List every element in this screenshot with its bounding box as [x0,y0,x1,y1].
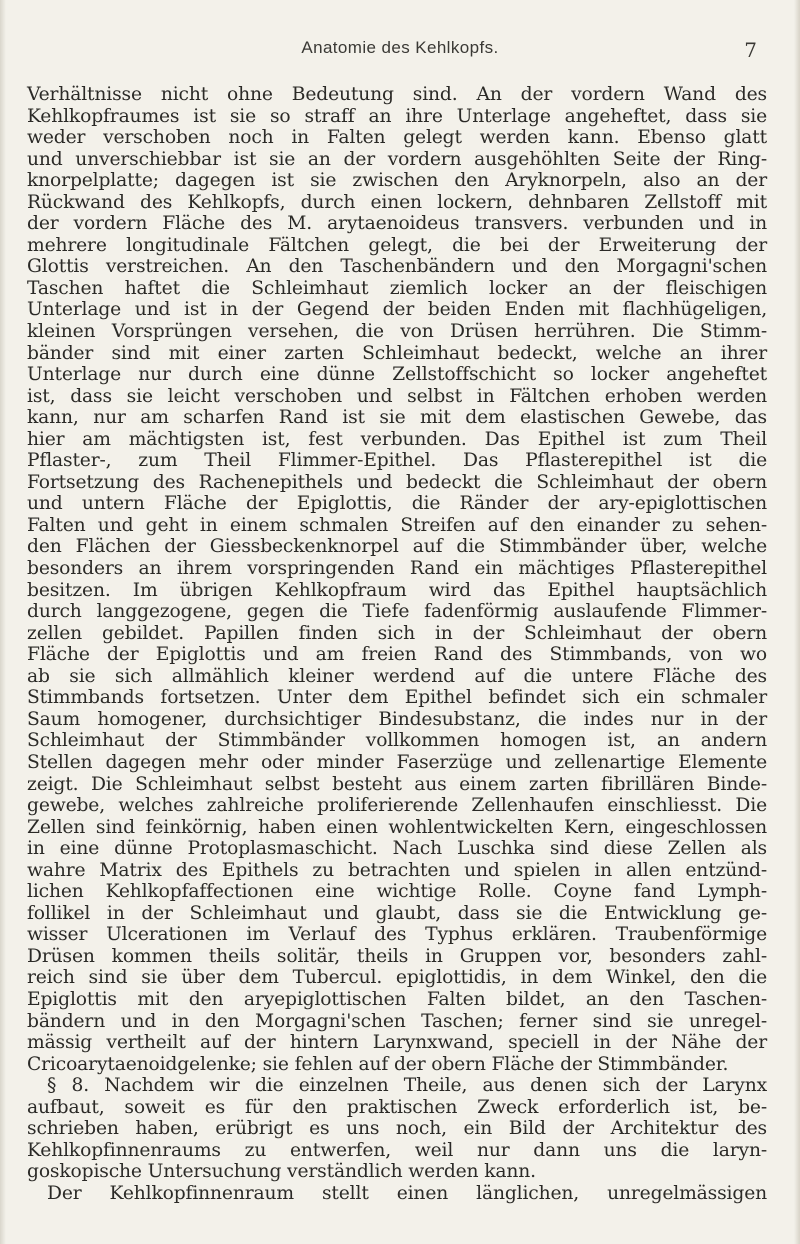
text-line: Rückwand des Kehlkopfs, durch einen lockern, dehnbaren Zellstoff mit [27,191,767,213]
text-line: Kehlkopfinnenraums zu entwerfen, weil nur dann uns die laryn- [27,1139,767,1161]
text-line: Cricoarytaenoidgelenke; sie fehlen auf der obern Fläche der Stimmbänder. [27,1053,729,1075]
text-line: in eine dünne Protoplasmaschicht. Nach Luschka sind diese Zellen als [27,838,767,860]
text-line: wahre Matrix des Epithels zu betrachten und spielen in allen entzünd- [27,859,767,881]
page-edge-shadow-left [0,0,6,1244]
body-text [27,84,767,1204]
text-line: gewebe, welches zahlreiche proliferierende Zellenhaufen einschliesst. Die [27,795,767,817]
text-line: Taschen haftet die Schleimhaut ziemlich locker an der fleischigen [27,277,767,299]
text-line: ab sie sich allmählich kleiner werdend auf die untere Fläche des [27,665,767,687]
text-line: Pflaster-, zum Theil Flimmer-Epithel. Das Pflasterepithel ist die [27,450,767,472]
text-line: zellen gebildet. Papillen finden sich in der Schleimhaut der obern [27,622,767,644]
text-line: kann, nur am scharfen Rand ist sie mit dem elastischen Gewebe, das [27,407,767,429]
text-line: durch langgezogene, gegen die Tiefe fadenförmig auslaufende Flimmer- [27,601,767,623]
text-line: besitzen. Im übrigen Kehlkopfraum wird das Epithel hauptsächlich [27,579,767,601]
text-line: wisser Ulcerationen im Verlauf des Typhus erklären. Traubenförmige [27,924,767,946]
section-heading-line: § 8. Nachdem wir die einzelnen Theile, aus denen sich der Larynx [47,1075,767,1097]
text-line: Unterlage und ist in der Gegend der beiden Enden mit flachhügeligen, [27,299,767,321]
text-line: Fortsetzung des Rachenepithels und bedeckt die Schleimhaut der obern [27,471,767,493]
text-line: Zellen sind feinkörnig, haben einen wohlentwickelten Kern, eingeschlossen [27,816,767,838]
text-line: zeigt. Die Schleimhaut selbst besteht aus einem zarten fibrillären Binde- [27,773,767,795]
running-head [0,38,800,62]
text-line: und untern Fläche der Epiglottis, die Ränder der ary-epiglottischen [27,493,767,515]
text-line: knorpelplatte; dagegen ist sie zwischen den Aryknorpeln, also an der [27,170,767,192]
text-line: Der Kehlkopfinnenraum stellt einen länglichen, unregelmässigen [47,1182,767,1204]
text-line: Stellen dagegen mehr oder minder Faserzüge und zellenartige Elemente [27,751,767,773]
text-line: weder verschoben noch in Falten gelegt werden kann. Ebenso glatt [27,127,767,149]
text-line: bänder sind mit einer zarten Schleimhaut bedeckt, welche an ihrer [27,342,767,364]
text-line: Kehlkopfraumes ist sie so straff an ihre Unterlage angeheftet, dass sie [27,105,767,127]
text-line: ist, dass sie leicht verschoben und selbst in Fältchen erhoben werden [27,385,767,407]
text-line: Schleimhaut der Stimmbänder vollkommen homogen ist, an andern [27,730,767,752]
text-line: aufbaut, soweit es für den praktischen Zweck erforderlich ist, be- [27,1096,767,1118]
text-line: besonders an ihrem vorspringenden Rand ein mächtiges Pflasterepithel [27,558,767,580]
text-line: und unverschiebbar ist sie an der vordern ausgehöhlten Seite der Ring- [27,148,767,170]
text-line: Unterlage nur durch eine dünne Zellstoffschicht so locker angeheftet [27,364,767,386]
text-line: Saum homogener, durchsichtiger Bindesubstanz, die indes nur in der [27,708,767,730]
text-line: Falten und geht in einem schmalen Streifen auf den einander zu sehen- [27,514,767,536]
page-edge-shadow-right [794,0,800,1244]
text-line: kleinen Vorsprüngen versehen, die von Drüsen herrühren. Die Stimm- [27,321,767,343]
text-line: mehrere longitudinale Fältchen gelegt, die bei der Erweiterung der [27,234,767,256]
text-line: Verhältnisse nicht ohne Bedeutung sind. An der vordern Wand des [27,84,767,105]
text-line: den Flächen der Giessbeckenknorpel auf die Stimmbänder über, welche [27,536,767,558]
text-line: Drüsen kommen theils solitär, theils in Gruppen vor, besonders zahl- [27,945,767,967]
text-line: Glottis verstreichen. An den Taschenbändern und den Morgagni'schen [27,256,767,278]
text-line: schrieben haben, erübrigt es uns noch, ein Bild der Architektur des [27,1118,767,1140]
text-line: bändern und in den Morgagni'schen Taschen; ferner sind sie unregel- [27,1010,767,1032]
running-title: Anatomie des Kehlkopfs. [301,38,499,57]
text-line: Fläche der Epiglottis und am freien Rand des Stimmbands, von wo [27,644,767,666]
text-line: mässig vertheilt auf der hintern Larynxwand, speciell in der Nähe der [27,1032,767,1054]
text-line: hier am mächtigsten ist, fest verbunden. Das Epithel ist zum Theil [27,428,767,450]
text-line: goskopische Untersuchung verständlich werden kann. [27,1161,536,1183]
text-line: reich sind sie über dem Tubercul. epiglottidis, in dem Winkel, den die [27,967,767,989]
text-line: follikel in der Schleimhaut und glaubt, dass sie die Entwicklung ge- [27,902,767,924]
text-line: Epiglottis mit den aryepiglottischen Falten bildet, an den Taschen- [27,988,767,1010]
text-line: der vordern Fläche des M. arytaenoideus transvers. verbunden und in [27,213,767,235]
page-number: 7 [744,38,757,62]
text-line: Stimmbands fortsetzen. Unter dem Epithel befindet sich ein schmaler [27,687,767,709]
text-line: lichen Kehlkopfaffectionen eine wichtige Rolle. Coyne fand Lymph- [27,881,767,903]
